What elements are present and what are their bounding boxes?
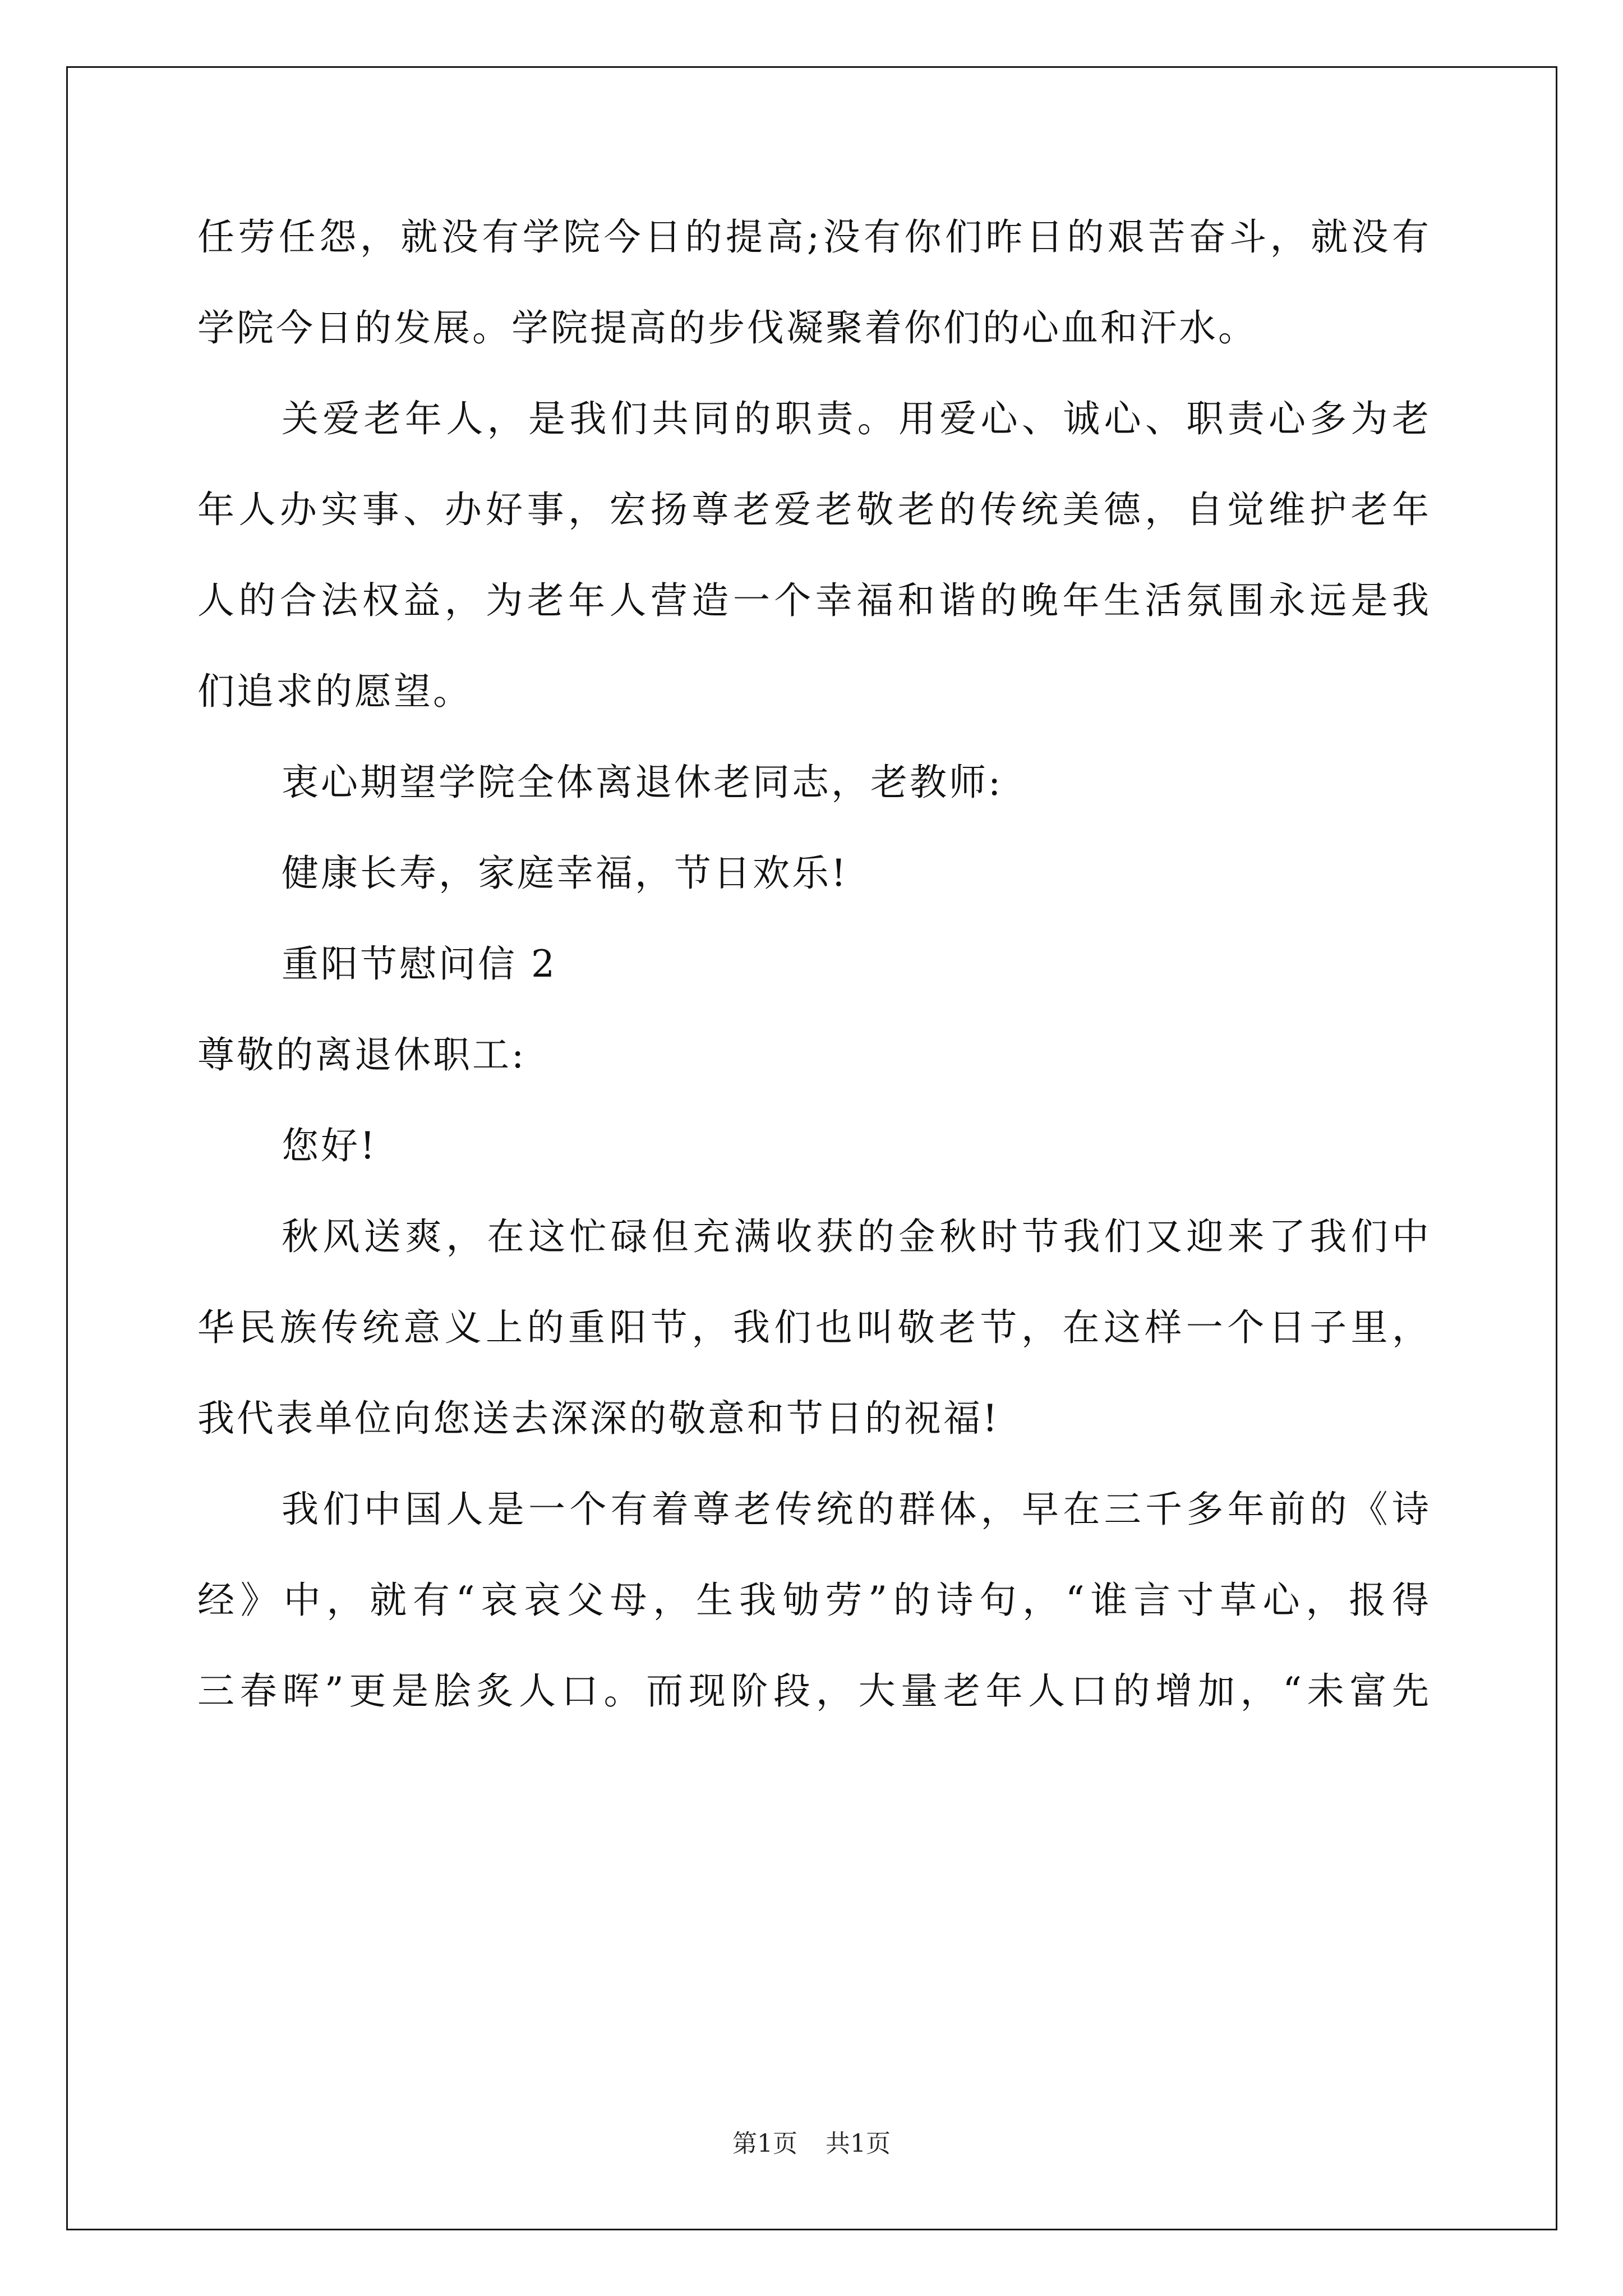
page-total: 共1页 [826, 2129, 891, 2158]
greeting: 您好! [282, 1124, 377, 1167]
text-line: 三春晖”更是脍炙人口。而现阶段，大量老年人口的增加，“未富先 [197, 1669, 1431, 1713]
text-line: 年人办实事、办好事，宏扬尊老爱老敬老的传统美德，自觉维护老年 [197, 488, 1431, 531]
section-heading: 重阳节慰问信 2 [282, 942, 557, 986]
text-line: 学院今日的发展。学院提高的步伐凝聚着你们的心血和汗水。 [197, 306, 1257, 349]
text-line: 经》中，就有“哀哀父母，生我劬劳”的诗句，“谁言寸草心，报得 [197, 1579, 1431, 1622]
text-line: 秋风送爽，在这忙碌但充满收获的金秋时节我们又迎来了我们中 [282, 1215, 1431, 1258]
salutation: 尊敬的离退休职工: [197, 1033, 527, 1076]
text-line: 衷心期望学院全体离退休老同志，老教师: [282, 761, 1003, 804]
text-line: 我们中国人是一个有着尊老传统的群体，早在三千多年前的《诗 [282, 1488, 1431, 1531]
text-line: 华民族传统意义上的重阳节，我们也叫敬老节，在这样一个日子里， [197, 1306, 1431, 1349]
page-footer [0, 2129, 1623, 2158]
text-line: 们追求的愿望。 [197, 670, 472, 713]
text-line: 人的合法权益，为老年人营造一个幸福和谐的晚年生活氛围永远是我 [197, 579, 1431, 622]
text-line: 任劳任怨，就没有学院今日的提高;没有你们昨日的艰苦奋斗，就没有 [197, 215, 1431, 259]
page-number: 第1页 [732, 2129, 797, 2158]
text-line: 我代表单位向您送去深深的敬意和节日的祝福! [197, 1397, 1000, 1440]
document-body [197, 215, 1431, 1764]
text-line: 健康长寿，家庭幸福，节日欢乐! [282, 852, 849, 895]
text-line: 关爱老年人，是我们共同的职责。用爱心、诚心、职责心多为老 [282, 397, 1431, 440]
